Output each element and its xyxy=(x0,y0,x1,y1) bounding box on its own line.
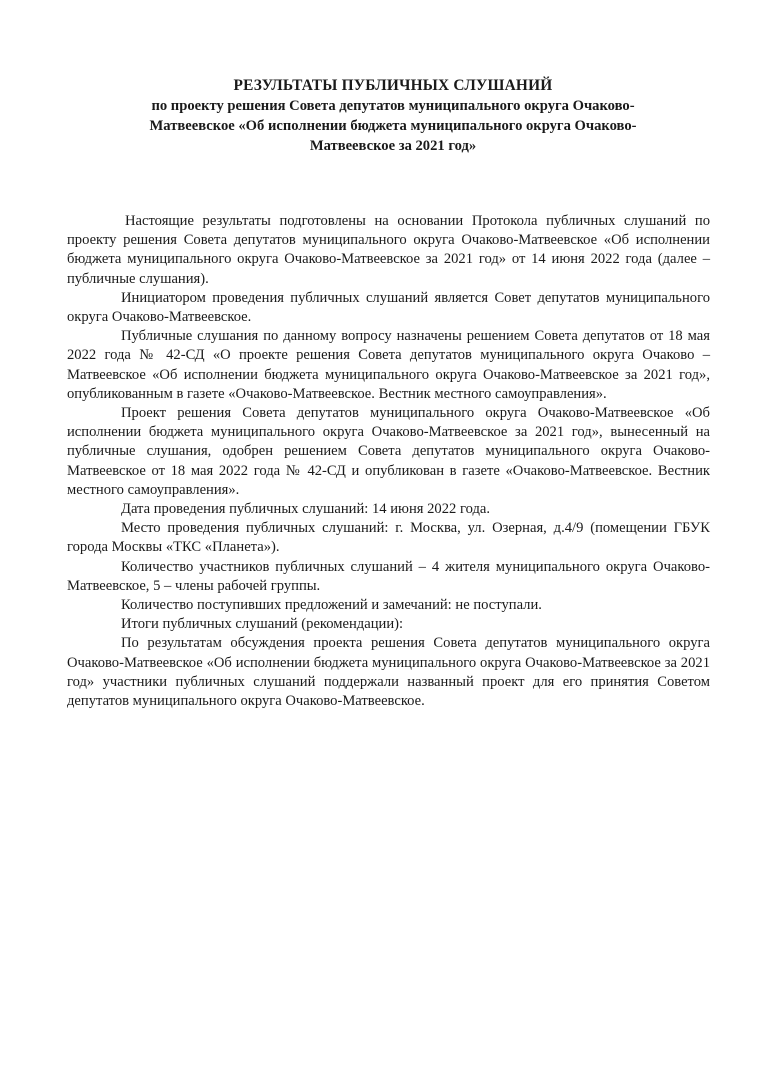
paragraph-location: Место проведения публичных слушаний: г. Москва, ул. Озерная, д.4/9 (помещении ГБУК города Москвы «ТКС «Планета»). xyxy=(67,520,710,556)
paragraph-participants: Количество участников публичных слушаний – 4 жителя муниципального округа Очаково-Матвеевское, 5 – члены рабочей группы. xyxy=(67,558,710,594)
paragraph-draft-decision: Проект решения Совета депутатов муниципального округа Очаково-Матвеевское «Об исполнении бюджета муниципального округа Очаково-Матвеевское за 2021 год», вынесенный на публичные слушания, одобрен решением Совета депутатов муниципального округа Очаково-Матвеевское от 18 мая 2022 года № 42-СД и опубликован в газете «Очаково-Матвеевское. Вестник местного самоуправления». xyxy=(67,405,710,498)
paragraph-basis: Настоящие результаты подготовлены на основании Протокола публичных слушаний по проекту решения Совета депутатов муниципального округа Очаково-Матвеевское «Об исполнении бюджета муниципального округа Очаково-Матвеевское за 2021 год» от 14 июня 2022 года (далее – публичные слушания). xyxy=(67,213,710,287)
paragraph-results: По результатам обсуждения проекта решения Совета депутатов муниципального округа Очаково-Матвеевское «Об исполнении бюджета муниципального округа Очаково-Матвеевское за 2021 год» участники публичных слушаний поддержали названный проект для его принятия Советом депутатов муниципального округа Очаково-Матвеевское. xyxy=(67,635,710,710)
title-heading: РЕЗУЛЬТАТЫ ПУБЛИЧНЫХ СЛУШАНИЙ xyxy=(233,77,553,94)
document-body xyxy=(67,212,710,711)
title-subheading-line: Матвеевское «Об исполнении бюджета муниципального округа Очаково- xyxy=(149,118,637,134)
paragraph-results-heading: Итоги публичных слушаний (рекомендации): xyxy=(121,616,404,633)
paragraph-proposals: Количество поступивших предложений и замечаний: не поступали. xyxy=(121,597,542,614)
title-subheading-line: по проекту решения Совета депутатов муниципального округа Очаково- xyxy=(151,98,635,114)
paragraph-appointment: Публичные слушания по данному вопросу назначены решением Совета депутатов от 18 мая 2022 года № 42-СД «О проекте решения Совета депутатов муниципального округа Очаково – Матвеевское «Об исполнении бюджета муниципального округа Очаково-Матвеевское за 2021 год», опубликованным в газете «Очаково-Матвеевское. Вестник местного самоуправления». xyxy=(67,328,710,402)
paragraph-initiator: Инициатором проведения публичных слушаний является Совет депутатов муниципального округа Очаково-Матвеевское. xyxy=(67,289,710,326)
paragraph-date: Дата проведения публичных слушаний: 14 июня 2022 года. xyxy=(121,501,490,518)
title-subheading-line: Матвеевское за 2021 год» xyxy=(309,138,477,154)
document-title xyxy=(80,76,706,156)
